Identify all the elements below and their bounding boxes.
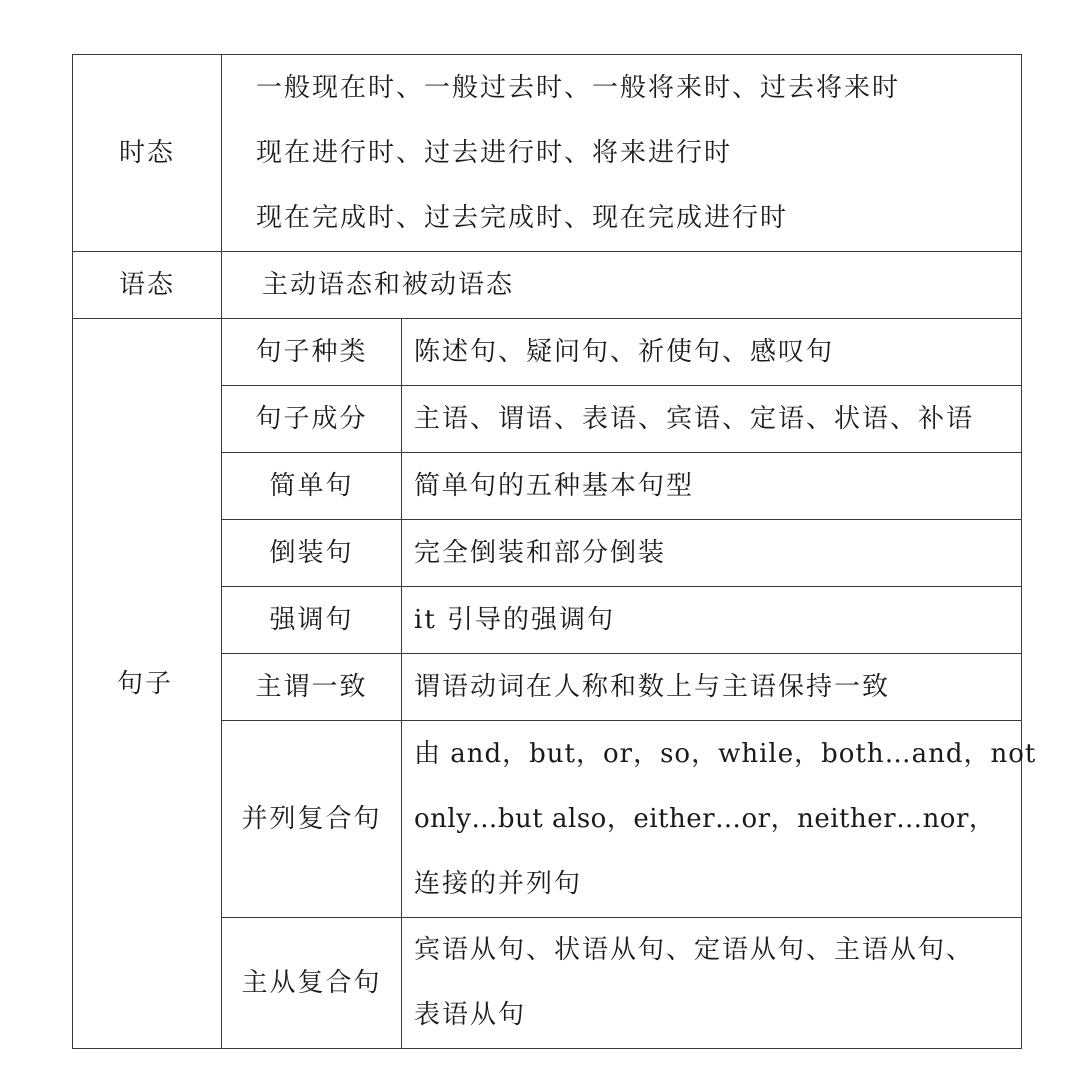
grammar-table — [72, 54, 1037, 1049]
subcategory-cell: 主谓一致 — [222, 654, 402, 721]
table-row-sentence-type — [73, 319, 1022, 386]
subcategory-cell: 句子种类 — [222, 319, 402, 386]
description-line: 连接的并列句 — [414, 868, 583, 899]
category-cell-tense: 时态 — [73, 55, 222, 252]
description-line: 表语从句 — [414, 1000, 527, 1030]
category-cell-voice: 语态 — [73, 252, 222, 319]
description-cell — [402, 721, 1037, 918]
description-line: 宾语从句、状语从句、定语从句、主语从句、 — [414, 935, 975, 965]
description-line: only…but also，either…or，neither…nor， — [414, 803, 996, 834]
description-cell: 主语、谓语、表语、宾语、定语、状语、补语 — [402, 386, 1022, 453]
description-cell — [402, 918, 1022, 1049]
description-cell: it 引导的强调句 — [402, 587, 1022, 654]
description-cell: 谓语动词在人称和数上与主语保持一致 — [402, 654, 1022, 721]
tense-content-cell — [222, 55, 1022, 252]
description-line: 由 and，but，or，so，while，both…and，not — [414, 738, 1037, 769]
voice-content-cell: 主动语态和被动语态 — [222, 252, 1022, 319]
subcategory-cell: 简单句 — [222, 453, 402, 520]
subcategory-cell: 句子成分 — [222, 386, 402, 453]
table-row-tense — [73, 55, 1022, 252]
tense-line-3: 现在完成时、过去完成时、现在完成进行时 — [256, 202, 789, 233]
description-cell: 简单句的五种基本句型 — [402, 453, 1022, 520]
category-cell-sentence: 句子 — [73, 319, 222, 1049]
description-cell: 陈述句、疑问句、祈使句、感叹句 — [402, 319, 1022, 386]
subcategory-cell: 倒装句 — [222, 520, 402, 587]
subcategory-cell: 并列复合句 — [222, 721, 402, 918]
tense-line-2: 现在进行时、过去进行时、将来进行时 — [256, 137, 733, 168]
subcategory-cell: 强调句 — [222, 587, 402, 654]
tense-line-1: 一般现在时、一般过去时、一般将来时、过去将来时 — [256, 72, 901, 103]
description-cell: 完全倒装和部分倒装 — [402, 520, 1022, 587]
table-row-voice — [73, 252, 1022, 319]
subcategory-cell: 主从复合句 — [222, 918, 402, 1049]
